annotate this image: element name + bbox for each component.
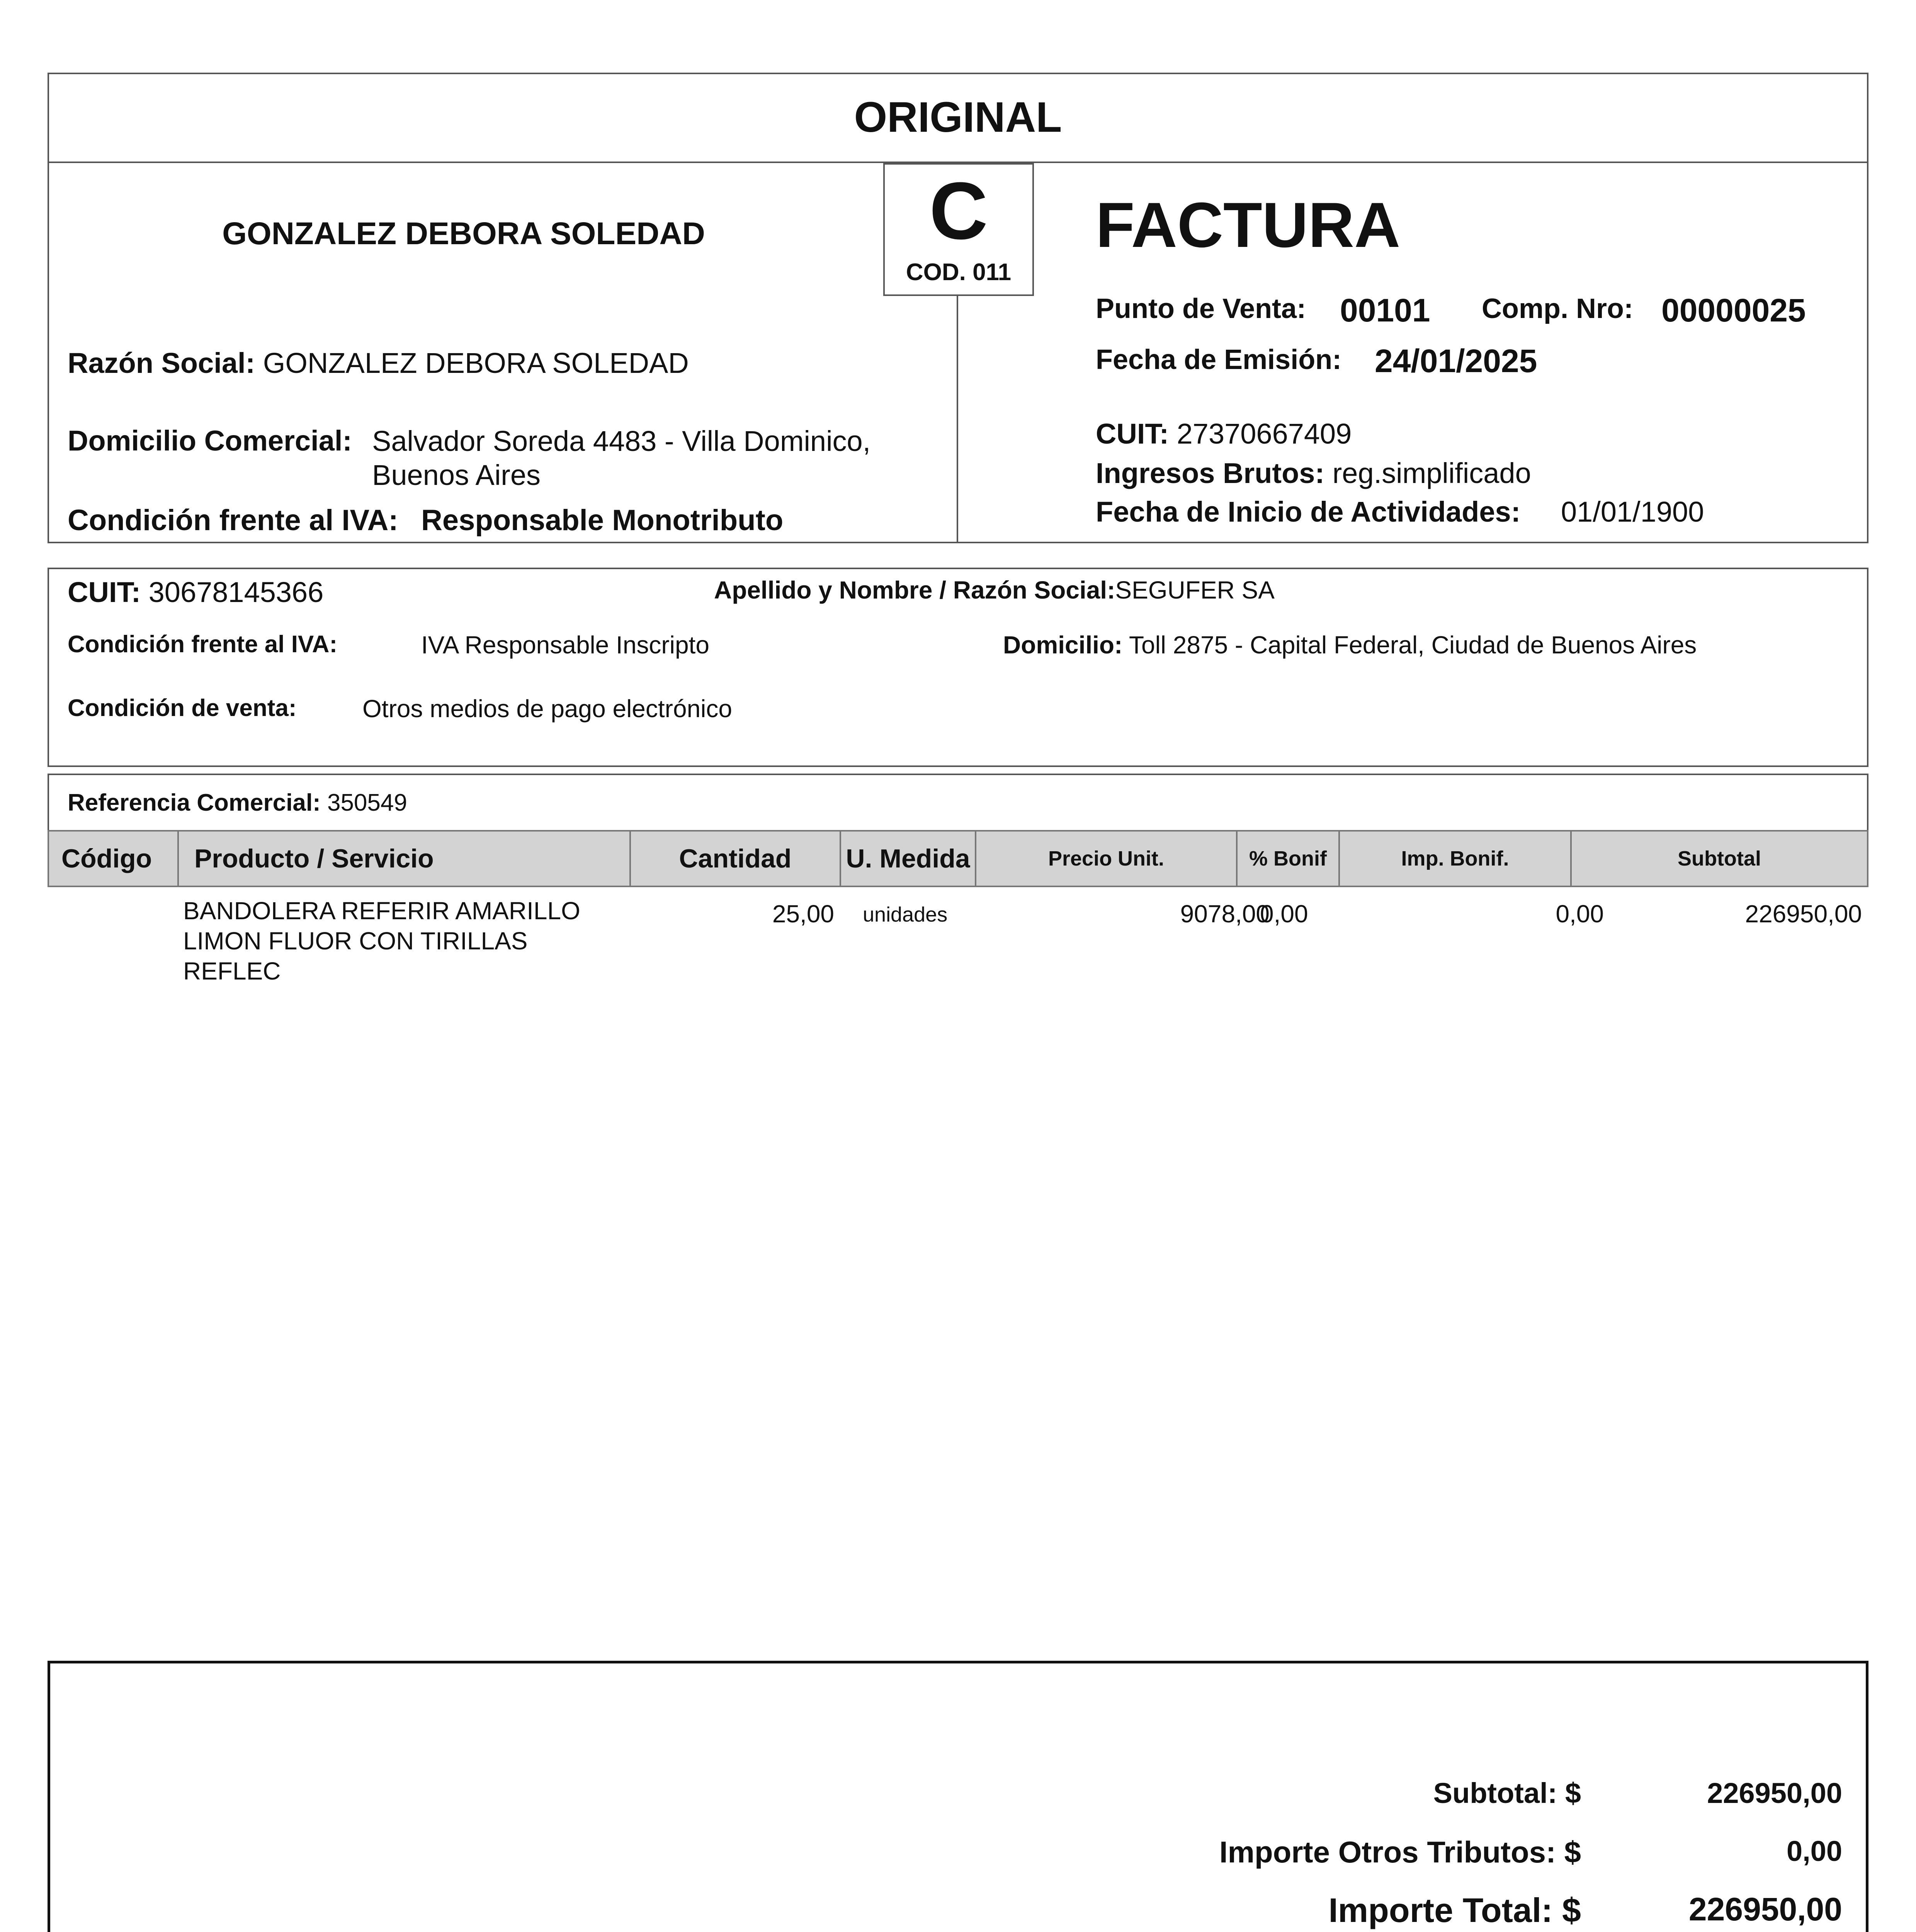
condicion-venta-label: Condición de venta: [68, 695, 297, 721]
ingresos-brutos: Ingresos Brutos: reg.simplificado [1096, 457, 1531, 489]
total-value: 226950,00 [1688, 1891, 1842, 1927]
row-precio: 9078,00 [1180, 900, 1270, 928]
col-header-precio: Precio Unit. [975, 830, 1236, 887]
issuer-iva-value: Responsable Monotributo [421, 504, 784, 537]
row-bonif-pct: 0,00 [1260, 900, 1308, 928]
issuer-name-heading: GONZALEZ DEBORA SOLEDAD [222, 216, 705, 251]
issuer-razon-social: Razón Social: GONZALEZ DEBORA SOLEDAD [68, 347, 689, 379]
invoice-letter: C [929, 165, 988, 256]
otros-tributos-value: 0,00 [1786, 1835, 1842, 1867]
fecha-emision-value: 24/01/2025 [1375, 343, 1537, 379]
client-cuit: CUIT: 30678145366 [68, 576, 324, 608]
row-cantidad: 25,00 [772, 900, 834, 928]
invoice-code: COD. 011 [906, 259, 1012, 286]
col-header-producto: Producto / Servicio [177, 830, 629, 887]
col-header-imp-bonif: Imp. Bonif. [1338, 830, 1570, 887]
header-vertical-divider [957, 296, 958, 543]
client-iva-value: IVA Responsable Inscripto [421, 631, 709, 659]
otros-tributos-label: Importe Otros Tributos: $ [1219, 1835, 1581, 1869]
col-header-bonif-pct: % Bonif [1236, 830, 1338, 887]
issuer-domicilio-value: Salvador Soreda 4483 - Villa Dominico, Buenos Aires [372, 425, 871, 491]
comp-nro-label: Comp. Nro: [1482, 293, 1633, 324]
document-title: FACTURA [1096, 189, 1401, 260]
comp-nro-value: 00000025 [1661, 292, 1806, 328]
issuer-domicilio-label: Domicilio Comercial: [68, 425, 352, 457]
inicio-actividades-label: Fecha de Inicio de Actividades: [1096, 496, 1521, 528]
reference-comercial: Referencia Comercial: 350549 [68, 789, 407, 816]
letter-box [883, 163, 1034, 296]
client-nombre: Apellido y Nombre / Razón Social:SEGUFER SA [714, 576, 1275, 604]
subtotal-label: Subtotal: $ [1433, 1777, 1581, 1809]
issuer-iva-label: Condición frente al IVA: [68, 504, 398, 537]
inicio-actividades-value: 01/01/1900 [1561, 496, 1704, 528]
col-header-unidad: U. Medida [840, 830, 975, 887]
fecha-emision-label: Fecha de Emisión: [1096, 344, 1342, 375]
row-subtotal: 226950,00 [1745, 900, 1862, 928]
client-iva-label: Condición frente al IVA: [68, 631, 338, 658]
issuer-cuit: CUIT: 27370667409 [1096, 418, 1352, 450]
punto-venta-label: Punto de Venta: [1096, 293, 1306, 324]
punto-venta-value: 00101 [1340, 292, 1430, 328]
condicion-venta-value: Otros medios de pago electrónico [362, 695, 732, 723]
col-header-subtotal: Subtotal [1570, 830, 1868, 887]
col-header-codigo: Código [48, 830, 177, 887]
subtotal-value: 226950,00 [1707, 1777, 1842, 1809]
client-domicilio: Domicilio: Toll 2875 - Capital Federal, Ciudad de Buenos Aires [1003, 631, 1697, 659]
row-producto: BANDOLERA REFERIR AMARILLO LIMON FLUOR CON TIRILLAS REFLEC [183, 897, 580, 985]
total-label: Importe Total: $ [1328, 1891, 1581, 1929]
row-unidad: unidades [863, 903, 948, 926]
table-row [48, 896, 1868, 996]
row-imp-bonif: 0,00 [1556, 900, 1604, 928]
col-header-cantidad: Cantidad [629, 830, 840, 887]
copy-label: ORIGINAL [854, 94, 1062, 141]
